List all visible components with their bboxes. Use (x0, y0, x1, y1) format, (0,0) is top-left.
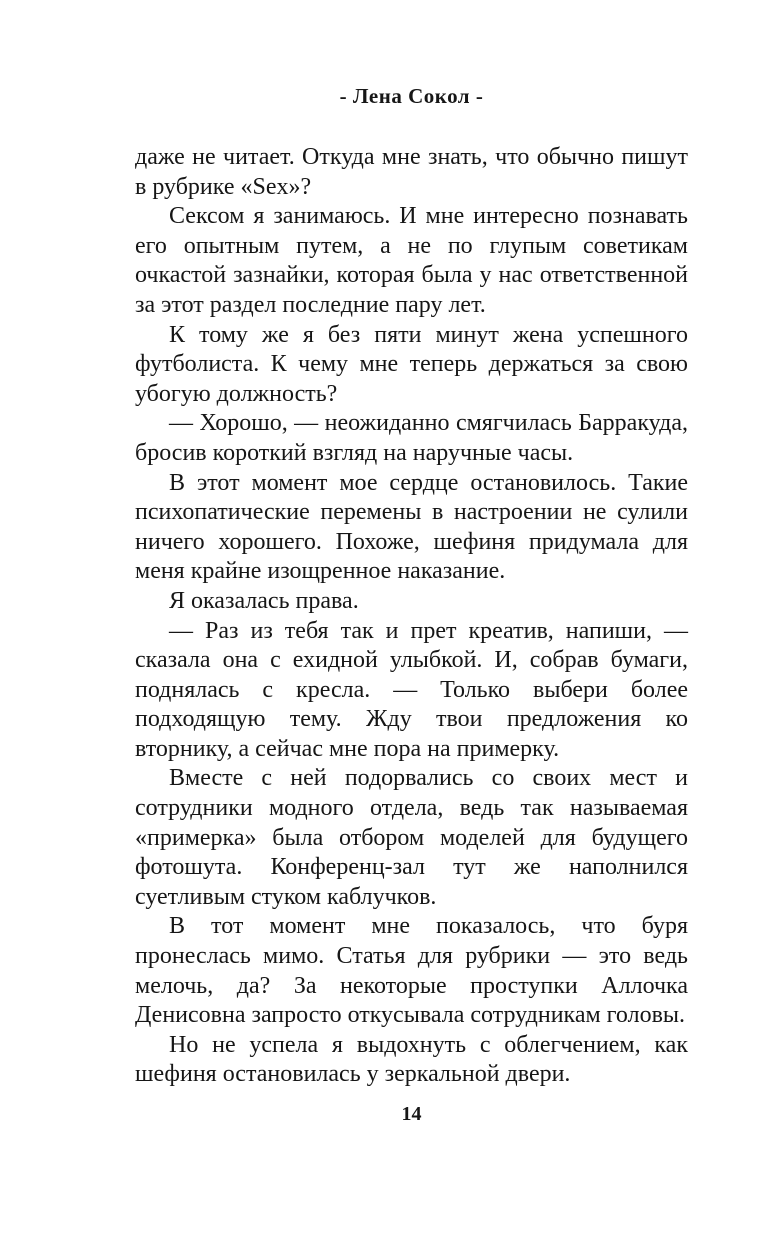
paragraph: даже не читает. Откуда мне знать, что обычно пишут в рубрике «Sex»? (135, 144, 688, 200)
paragraph: Я оказалась права. (169, 587, 359, 614)
running-head-author: - Лена Сокол - (339, 84, 484, 108)
page-body (135, 143, 688, 1090)
paragraph: В тот момент мне показалось, что буря пронеслась мимо. Статья для рубрики — это ведь мелочь, да? За некоторые проступки Аллочка Денисовна запросто откусывала сотрудникам головы. (135, 913, 688, 1029)
paragraph: Вместе с ней подорвались со своих мест и сотрудники модного отдела, ведь так называемая «примерка» была отбором моделей для будущего фотошута. Конференц-зал тут же наполнился суетливым стуком каблучков. (135, 765, 688, 910)
paragraph: — Хорошо, — неожиданно смягчилась Барракуда, бросив короткий взгляд на наручные часы. (135, 410, 688, 466)
page-number: 14 (401, 1103, 422, 1125)
paragraph: Сексом я занимаюсь. И мне интересно познавать его опытным путем, а не по глупым советикам очкастой зазнайки, которая была у нас ответственной за этот раздел последние пару лет. (135, 203, 688, 318)
paragraph: К тому же я без пяти минут жена успешного футболиста. К чему мне теперь держаться за свою убогую должность? (135, 321, 688, 407)
paragraph: — Раз из тебя так и прет креатив, напиши, — сказала она с ехидной улыбкой. И, собрав бумаги, поднялась с кресла. — Только выбери более подходящую тему. Жду твои предложения ко вторнику, а сейчас мне пора на примерку. (135, 617, 688, 762)
paragraph: Но не успела я выдохнуть с облегчением, как шефиня остановилась у зеркальной двери. (135, 1031, 688, 1088)
paragraph: В этот момент мое сердце остановилось. Такие психопатические перемены в настроении не сулили ничего хорошего. Похоже, шефиня придумала для меня крайне изощренное наказание. (135, 469, 688, 585)
